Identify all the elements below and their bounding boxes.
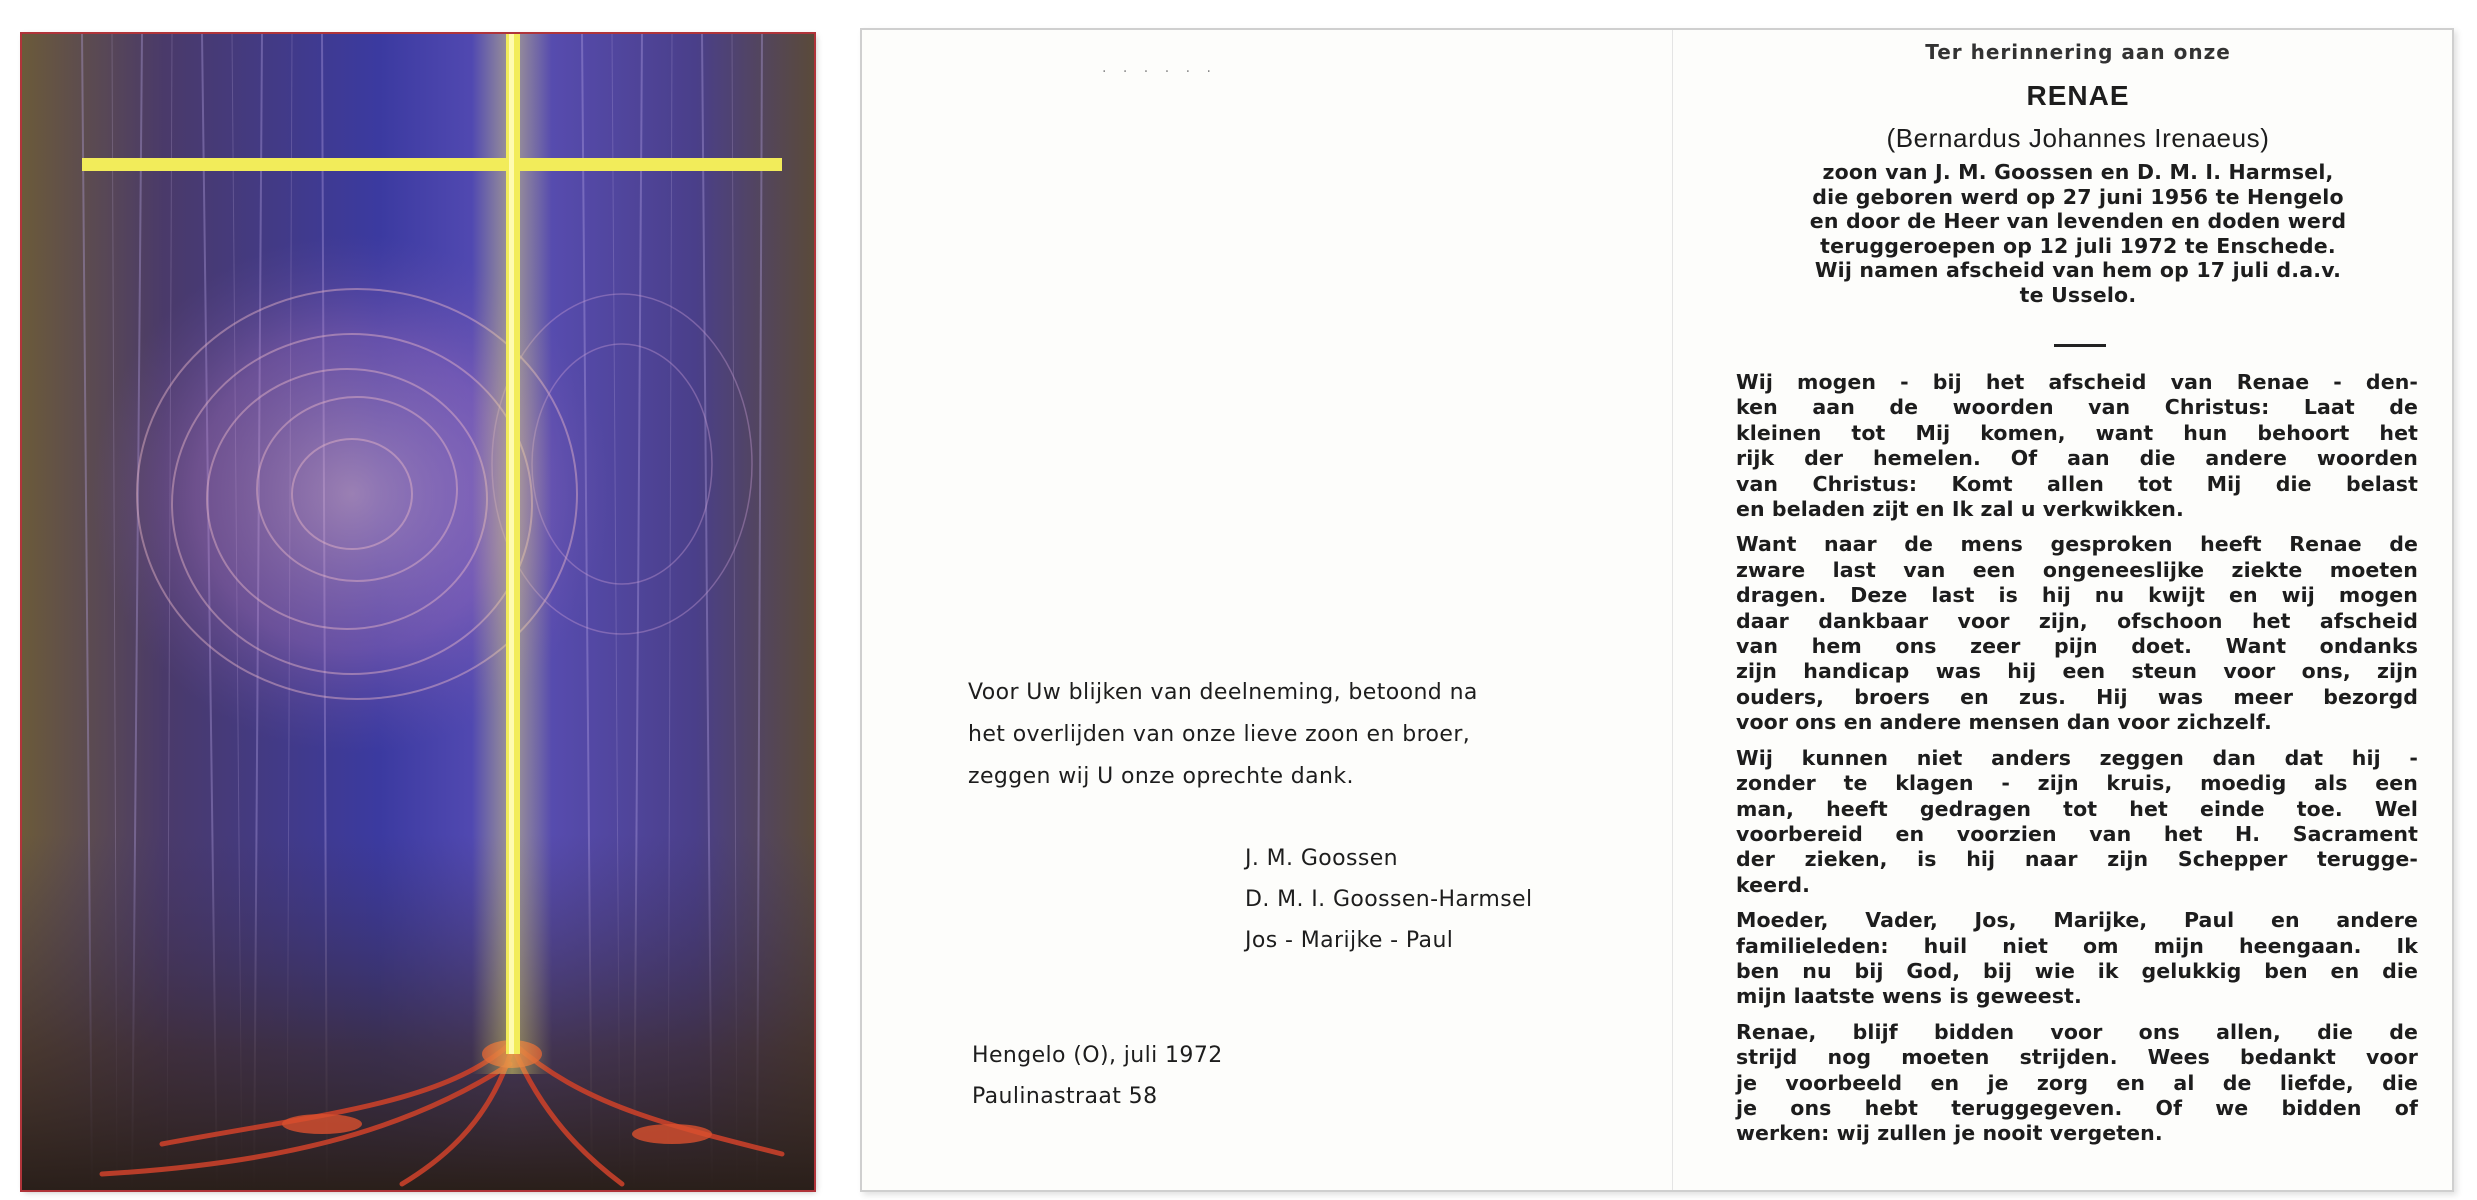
memorial-paragraphs: [1736, 370, 2418, 1157]
bio-line: Wij namen afscheid van hem op 17 juli d.a.v.: [1814, 258, 2342, 282]
signer-father: J. M. Goossen: [1245, 846, 1399, 871]
text-line: rijk der hemelen. Of aan die andere woorden: [1736, 446, 2418, 471]
place-date: Hengelo (O), juli 1972: [972, 1043, 1223, 1068]
memorial-card: [860, 28, 2454, 1192]
text-line: Wij mogen - bij het afscheid van Renae - den-: [1736, 370, 2418, 394]
thanks-line: Voor Uw blijken van deelneming, betoond na: [968, 680, 1478, 705]
text-line: Renae, blijf bidden voor ons allen, die de: [1736, 1019, 2418, 1044]
paragraph: [1736, 908, 2418, 1010]
text-line: voor ons en andere mensen dan voor zichzelf.: [1736, 710, 2272, 735]
text-line: en beladen zijt en Ik zal u verkwikken.: [1736, 497, 2184, 522]
text-line: werken: wij zullen je nooit vergeten.: [1736, 1121, 2163, 1146]
address: Paulinastraat 58: [972, 1084, 1158, 1109]
text-line: van Christus: Komt allen tot Mij die belast: [1736, 471, 2418, 496]
text-line: dragen. Deze last is hij nu kwijt en wij mogen: [1736, 583, 2418, 608]
text-line: Moeder, Vader, Jos, Marijke, Paul en andere: [1736, 908, 2418, 933]
bio-line: teruggeroepen op 12 juli 1972 te Enschede.: [1820, 233, 2336, 258]
thanks-message: [968, 672, 1588, 798]
text-line: keerd.: [1736, 872, 1811, 897]
text-line: der zieken, is hij naar zijn Schepper terugge-: [1736, 847, 2418, 872]
text-line: Wij kunnen niet anders zeggen dan dat hij -: [1736, 745, 2418, 770]
text-line: man, heeft gedragen tot het einde toe. Wel: [1736, 796, 2418, 821]
text-line: zijn handicap was hij een steun voor ons, zijn: [1736, 659, 2418, 684]
deceased-name: RENAE: [2026, 80, 2130, 111]
text-line: familieleden: huil niet om mijn heengaan. Ik: [1736, 933, 2418, 958]
text-line: van hem ons zeer pijn doet. Want ondanks: [1736, 634, 2418, 659]
print-specks: · · · · · ·: [1102, 64, 1217, 80]
bio-line: zoon van J. M. Goossen en D. M. I. Harmsel,: [1822, 160, 2334, 184]
text-line: ken aan de woorden van Christus: Laat de: [1736, 395, 2418, 420]
text-line: mijn laatste wens is geweest.: [1736, 984, 2082, 1009]
paragraph: [1736, 370, 2418, 522]
paragraph: [1736, 532, 2418, 735]
card-fold: [1672, 30, 1673, 1190]
cross-painting-image: [22, 34, 814, 1190]
text-line: daar dankbaar voor zijn, ofschoon het afscheid: [1736, 608, 2418, 633]
biography: [1736, 160, 2420, 307]
text-line: ben nu bij God, bij wie ik gelukkig ben en die: [1736, 958, 2418, 983]
text-line: ouders, broers en zus. Hij was meer bezorgd: [1736, 684, 2418, 709]
text-line: voorbereid en voorzien van het H. Sacrament: [1736, 821, 2418, 846]
bio-line: te Usselo.: [2019, 282, 2137, 307]
text-line: zware last van een ongeneeslijke ziekte moeten: [1736, 557, 2418, 582]
text-line: zonder te klagen - zijn kruis, moedig als een: [1736, 771, 2418, 796]
signers: [1245, 838, 1665, 961]
text-line: Want naar de mens gesproken heeft Renae de: [1736, 532, 2418, 557]
signer-siblings: Jos - Marijke - Paul: [1245, 928, 1454, 953]
text-line: strijd nog moeten strijden. Wees bedankt voor: [1736, 1045, 2418, 1070]
cross-painting: [22, 34, 814, 1190]
deceased-full-name: (Bernardus Johannes Irenaeus): [1886, 123, 2270, 153]
divider-rule: [2054, 344, 2106, 347]
thanks-line: het overlijden van onze lieve zoon en broer,: [968, 722, 1471, 747]
signer-mother: D. M. I. Goossen-Harmsel: [1245, 887, 1533, 912]
bio-line: en door de Heer van levenden en doden werd: [1809, 209, 2347, 233]
text-line: je ons hebt teruggegeven. Of we bidden of: [1736, 1095, 2418, 1120]
text-line: kleinen tot Mij komen, want hun behoort het: [1736, 420, 2418, 445]
paragraph: [1736, 1020, 2418, 1147]
bio-line: die geboren werd op 27 juni 1956 te Hengelo: [1812, 184, 2344, 209]
place-and-address: [972, 1035, 1472, 1117]
paragraph: [1736, 746, 2418, 898]
remembrance-heading: Ter herinnering aan onze: [1925, 40, 2231, 64]
text-line: je voorbeeld en je zorg en al de liefde, die: [1736, 1070, 2418, 1095]
thanks-line: zeggen wij U onze oprechte dank.: [968, 764, 1354, 789]
